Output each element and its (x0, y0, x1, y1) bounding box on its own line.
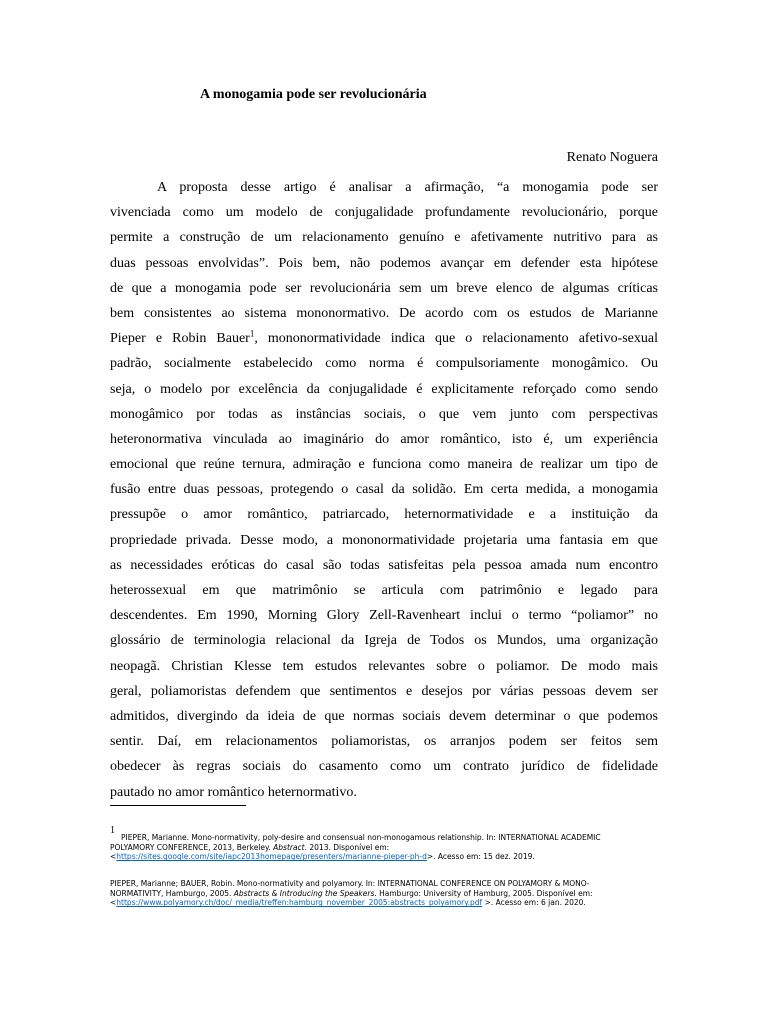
body-line: seja, o modelo por excelência da conjugalidade é explicitamente reforçado como sendo (110, 381, 658, 397)
body-line: sentir. Daí, em relacionamentos poliamoristas, os arranjos podem ser feitos sem (110, 734, 658, 750)
body-line: A proposta desse artigo é analisar a afirmação, “a monogamia pode ser (157, 180, 658, 195)
body-line: heterossexual em que matrimônio se articula com patrimônio e legado para (110, 583, 658, 598)
body-text-segment: Pieper e Robin Bauer (110, 331, 250, 347)
body-line: monogâmico por todas as instâncias sociais, o que vem junto com perspectivas (110, 406, 658, 422)
footnote-text: >. Acesso em: 15 dez. 2019. (426, 852, 535, 862)
footnote (110, 825, 601, 862)
body-line: pressupõe o amor romântico, patriarcado, heternormatividade e a instituição da (110, 507, 658, 523)
footnote (110, 879, 593, 908)
footnote-text: PIEPER, Marianne; BAUER, Robin. Mono-normativity and polyamory. In: INTERNATIONAL CONFERENCE ON POLYAMORY & MONO- (110, 879, 590, 888)
body-line: bem consistentes ao sistema mononormativo. De acordo com os estudos de Marianne (110, 305, 658, 321)
body-line: heteronormativa vinculada ao imaginário do amor romântico, isto é, um experiência (110, 431, 658, 447)
author-name: Renato Noguera (566, 150, 658, 165)
footnote-text: >. Acesso em: 6 jan. 2020. (482, 898, 586, 908)
body-line: as necessidades eróticas do casal são todas satisfeitas pela pessoa amada num encontro (110, 557, 658, 573)
footnote-text: PIEPER, Marianne. Mono-normativity, poly-desire and consensual non-monogamous relationship. In: INTERNATIONAL ACADEMIC (121, 833, 601, 842)
footnote-link[interactable]: https://www.polyamory.ch/doc/_media/treffen:hamburg_november_2005:abstracts_polyamory.pdf (116, 898, 483, 908)
footnote-text: < (110, 852, 117, 862)
footnote-line (110, 852, 601, 862)
body-line: neopagã. Christian Klesse tem estudos relevantes sobre o poliamor. De modo mais (110, 658, 658, 674)
body-line: admitidos, divergindo da ideia de que normas sociais devem determinar o que podemos (110, 708, 658, 724)
body-line (110, 326, 658, 351)
footnote-line (110, 843, 601, 853)
body-line: fusão entre duas pessoas, protegendo o casal da solidão. Em certa medida, a monogamia (110, 482, 658, 498)
footnote-reference: 1 (249, 328, 255, 339)
body-line: geral, poliamoristas defendem que sentimentos e desejos por várias pessoas devem ser (110, 683, 658, 699)
footnote-line (110, 879, 593, 889)
body-line: propriedade privada. Desse modo, a mononormatividade projetaria uma fantasia em que (110, 532, 658, 548)
footnote-line (110, 825, 601, 843)
body-line: descendentes. Em 1990, Morning Glory Zell-Ravenheart inclui o termo “poliamor” no (110, 608, 658, 624)
body-text-segment: , mononormatividade indica que o relacionamento afetivo-sexual (254, 331, 658, 347)
footnote-text: POLYAMORY CONFERENCE, 2013, Berkeley. (110, 842, 274, 852)
body-paragraph (110, 175, 658, 805)
document-title: A monogamia pode ser revolucionária (200, 87, 427, 102)
footnote-italic-title: Abstract (273, 842, 305, 852)
body-line: vivenciada como um modelo de conjugalidade profundamente revolucionário, porque (110, 205, 658, 221)
footnote-italic-title: Abstracts & Introducing the Speakers (233, 888, 375, 898)
body-line: emocional que reúne ternura, admiração e funciona como maneira de realizar um tipo de (110, 457, 658, 473)
footnote-link[interactable]: https://sites.google.com/site/iapc2013homepage/presenters/marianne-pieper-ph-d (116, 852, 427, 862)
body-line: padrão, socialmente estabelecido como norma é compulsoriamente monogâmico. Ou (110, 356, 658, 372)
footnote-separator (110, 805, 246, 806)
footnote-text: . 2013. Disponível em: (304, 842, 390, 852)
footnote-text: . Hamburgo: University of Hamburg, 2005. Disponível em: (374, 888, 593, 898)
body-line: permite a construção de um relacionamento genuíno e afetivamente nutritivo para as (110, 230, 658, 246)
footnote-text: NORMATIVITY, Hamburgo, 2005. (110, 888, 234, 898)
footnote-line (110, 889, 593, 899)
body-line: de que a monogamia pode ser revolucionária sem um breve elenco de algumas críticas (110, 280, 658, 296)
body-line: obedecer às regras sociais do casamento como um contrato jurídico de fidelidade (110, 759, 658, 775)
footnote-marker: 1 (110, 825, 115, 836)
body-line: glossário de terminologia relacional da Igreja de Todos os Mundos, uma organização (110, 633, 658, 649)
body-line: duas pessoas envolvidas”. Pois bem, não podemos avançar em defender esta hipótese (110, 255, 658, 271)
footnote-line (110, 898, 593, 908)
footnote-text: < (110, 898, 117, 908)
body-line: pautado no amor romântico heternormativo. (110, 784, 357, 800)
